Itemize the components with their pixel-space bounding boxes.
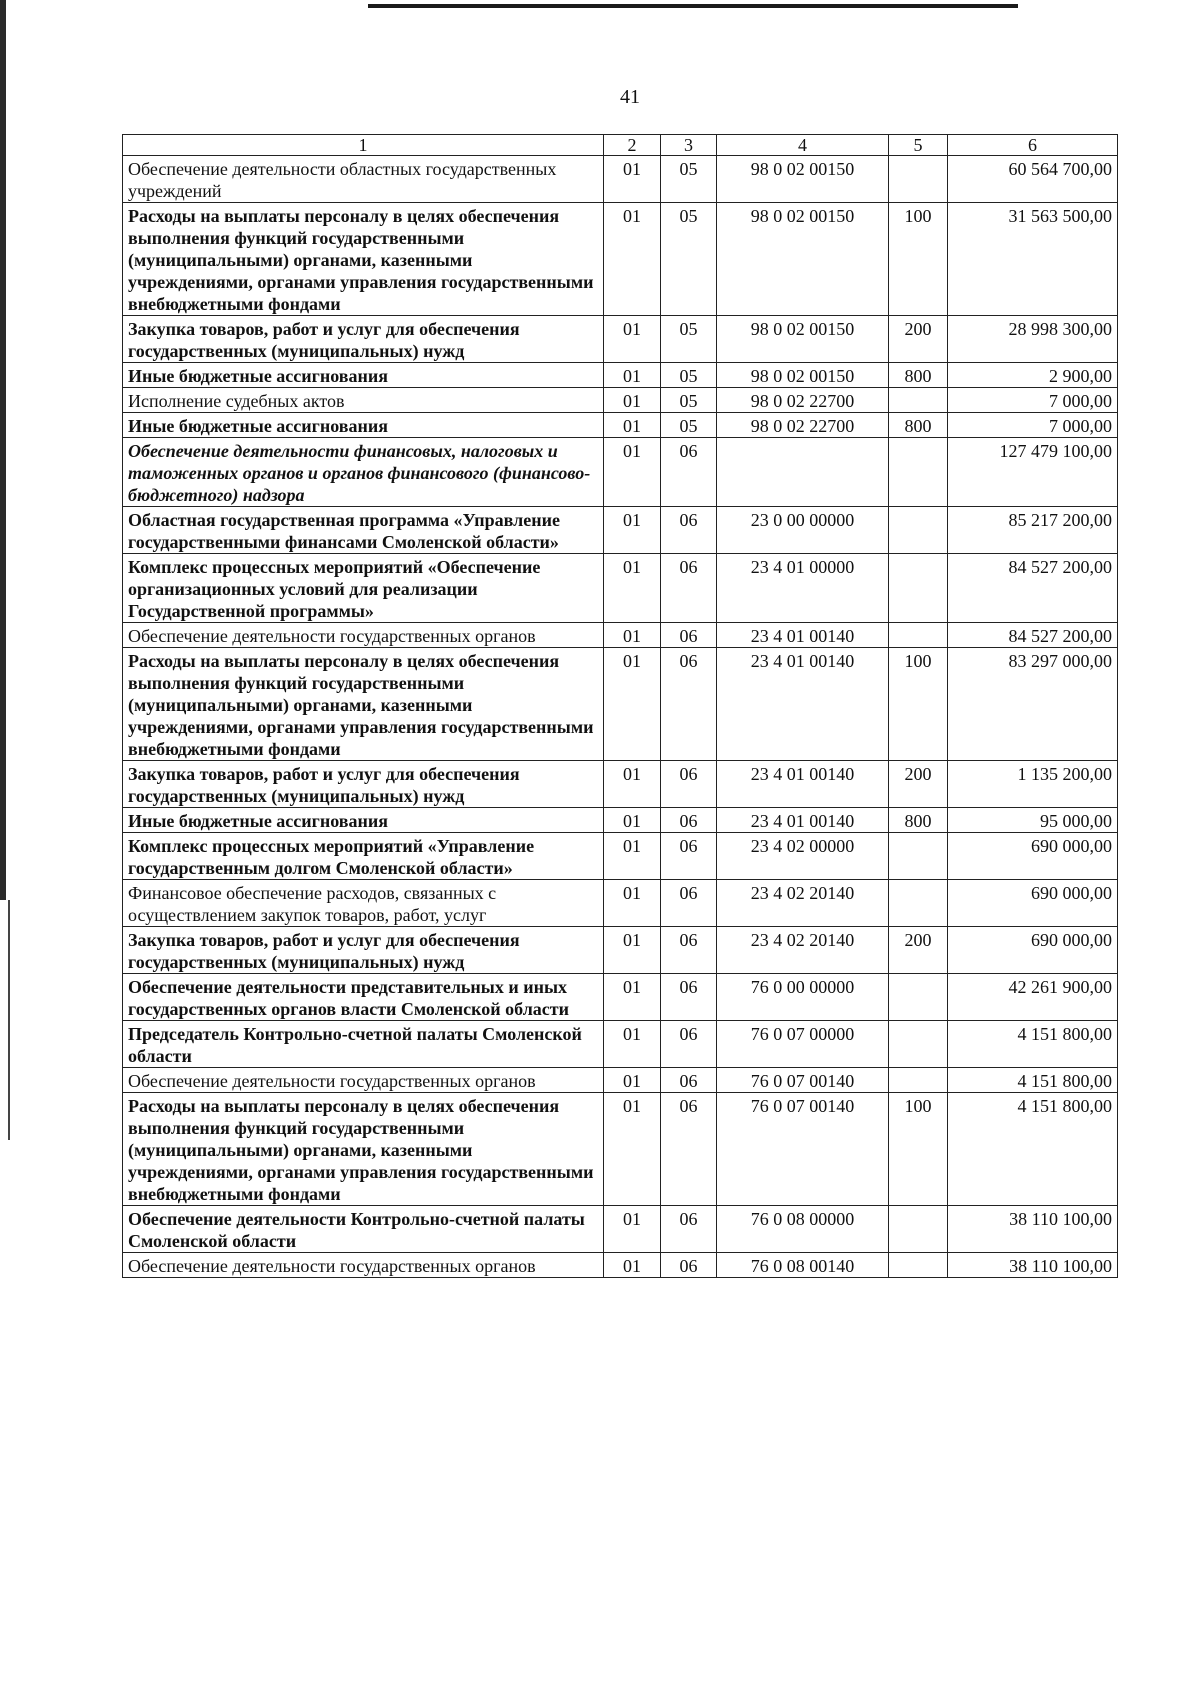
expense-type-cell: 100	[889, 1093, 948, 1206]
target-article-cell: 23 4 01 00000	[717, 554, 889, 623]
subsection-code-cell: 06	[661, 761, 717, 808]
row-name-cell: Расходы на выплаты персоналу в целях обеспечения выполнения функций государственными (муниципальными) органами, казенными учреждениями, органами управления государственными внебюджетными фондами	[123, 203, 604, 316]
target-article-cell: 23 0 00 00000	[717, 507, 889, 554]
row-name-cell: Иные бюджетные ассигнования	[123, 808, 604, 833]
target-article-cell: 23 4 02 20140	[717, 927, 889, 974]
target-article-cell: 76 0 00 00000	[717, 974, 889, 1021]
subsection-code-cell: 06	[661, 880, 717, 927]
column-header: 3	[661, 135, 717, 156]
section-code-cell: 01	[604, 1206, 661, 1253]
table-row	[123, 1093, 1118, 1206]
row-name-cell: Обеспечение деятельности государственных органов	[123, 623, 604, 648]
expense-type-cell	[889, 623, 948, 648]
target-article-cell: 23 4 01 00140	[717, 761, 889, 808]
subsection-code-cell: 05	[661, 363, 717, 388]
amount-cell: 1 135 200,00	[948, 761, 1118, 808]
table-body	[123, 156, 1118, 1278]
subsection-code-cell: 06	[661, 927, 717, 974]
table-row	[123, 156, 1118, 203]
table-row	[123, 648, 1118, 761]
subsection-code-cell: 06	[661, 554, 717, 623]
target-article-cell: 98 0 02 00150	[717, 156, 889, 203]
table-row	[123, 363, 1118, 388]
amount-cell: 4 151 800,00	[948, 1093, 1118, 1206]
target-article-cell: 76 0 08 00140	[717, 1253, 889, 1278]
subsection-code-cell: 06	[661, 507, 717, 554]
subsection-code-cell: 06	[661, 1021, 717, 1068]
table-row	[123, 203, 1118, 316]
subsection-code-cell: 05	[661, 413, 717, 438]
row-name-cell: Расходы на выплаты персоналу в целях обеспечения выполнения функций государственными (муниципальными) органами, казенными учреждениями, органами управления государственными внебюджетными фондами	[123, 648, 604, 761]
section-code-cell: 01	[604, 1068, 661, 1093]
amount-cell: 31 563 500,00	[948, 203, 1118, 316]
subsection-code-cell: 06	[661, 623, 717, 648]
section-code-cell: 01	[604, 363, 661, 388]
page-number: 41	[620, 86, 640, 108]
column-header: 2	[604, 135, 661, 156]
section-code-cell: 01	[604, 1093, 661, 1206]
table-row	[123, 833, 1118, 880]
table-row	[123, 413, 1118, 438]
amount-cell: 84 527 200,00	[948, 623, 1118, 648]
target-article-cell: 76 0 07 00140	[717, 1068, 889, 1093]
row-name-cell: Обеспечение деятельности финансовых, налоговых и таможенных органов и органов финансового (финансово-бюджетного) надзора	[123, 438, 604, 507]
subsection-code-cell: 06	[661, 833, 717, 880]
column-header: 6	[948, 135, 1118, 156]
expense-type-cell	[889, 833, 948, 880]
scan-edge-mark	[8, 900, 10, 1140]
table-row	[123, 388, 1118, 413]
target-article-cell: 98 0 02 00150	[717, 363, 889, 388]
table-row	[123, 1206, 1118, 1253]
row-name-cell: Закупка товаров, работ и услуг для обеспечения государственных (муниципальных) нужд	[123, 316, 604, 363]
table-row	[123, 1068, 1118, 1093]
section-code-cell: 01	[604, 761, 661, 808]
row-name-cell: Областная государственная программа «Управление государственными финансами Смоленской области»	[123, 507, 604, 554]
section-code-cell: 01	[604, 554, 661, 623]
target-article-cell	[717, 438, 889, 507]
amount-cell: 85 217 200,00	[948, 507, 1118, 554]
expense-type-cell	[889, 507, 948, 554]
section-code-cell: 01	[604, 388, 661, 413]
table-row	[123, 974, 1118, 1021]
amount-cell: 95 000,00	[948, 808, 1118, 833]
row-name-cell: Закупка товаров, работ и услуг для обеспечения государственных (муниципальных) нужд	[123, 761, 604, 808]
row-name-cell: Исполнение судебных актов	[123, 388, 604, 413]
amount-cell: 7 000,00	[948, 388, 1118, 413]
subsection-code-cell: 06	[661, 438, 717, 507]
expense-type-cell	[889, 156, 948, 203]
row-name-cell: Обеспечение деятельности представительных и иных государственных органов власти Смоленской области	[123, 974, 604, 1021]
table-row	[123, 438, 1118, 507]
amount-cell: 690 000,00	[948, 927, 1118, 974]
scan-top-rule	[368, 4, 1018, 8]
subsection-code-cell: 06	[661, 808, 717, 833]
section-code-cell: 01	[604, 413, 661, 438]
subsection-code-cell: 06	[661, 974, 717, 1021]
amount-cell: 2 900,00	[948, 363, 1118, 388]
expense-type-cell: 800	[889, 808, 948, 833]
section-code-cell: 01	[604, 974, 661, 1021]
row-name-cell: Обеспечение деятельности государственных органов	[123, 1068, 604, 1093]
row-name-cell: Финансовое обеспечение расходов, связанных с осуществлением закупок товаров, работ, услуг	[123, 880, 604, 927]
table-row	[123, 316, 1118, 363]
row-name-cell: Обеспечение деятельности государственных органов	[123, 1253, 604, 1278]
section-code-cell: 01	[604, 438, 661, 507]
expense-type-cell	[889, 1206, 948, 1253]
expense-type-cell: 800	[889, 363, 948, 388]
subsection-code-cell: 05	[661, 203, 717, 316]
section-code-cell: 01	[604, 316, 661, 363]
section-code-cell: 01	[604, 1021, 661, 1068]
amount-cell: 690 000,00	[948, 833, 1118, 880]
table-row	[123, 1253, 1118, 1278]
subsection-code-cell: 06	[661, 1068, 717, 1093]
table-row	[123, 554, 1118, 623]
amount-cell: 28 998 300,00	[948, 316, 1118, 363]
column-header: 4	[717, 135, 889, 156]
expense-type-cell	[889, 554, 948, 623]
subsection-code-cell: 05	[661, 156, 717, 203]
subsection-code-cell: 05	[661, 316, 717, 363]
target-article-cell: 23 4 01 00140	[717, 623, 889, 648]
amount-cell: 690 000,00	[948, 880, 1118, 927]
subsection-code-cell: 06	[661, 1093, 717, 1206]
target-article-cell: 23 4 02 20140	[717, 880, 889, 927]
section-code-cell: 01	[604, 623, 661, 648]
section-code-cell: 01	[604, 927, 661, 974]
target-article-cell: 76 0 08 00000	[717, 1206, 889, 1253]
row-name-cell: Комплекс процессных мероприятий «Обеспечение организационных условий для реализации Государственной программы»	[123, 554, 604, 623]
target-article-cell: 98 0 02 22700	[717, 413, 889, 438]
scan-edge-mark	[0, 0, 6, 900]
row-name-cell: Закупка товаров, работ и услуг для обеспечения государственных (муниципальных) нужд	[123, 927, 604, 974]
section-code-cell: 01	[604, 880, 661, 927]
amount-cell: 60 564 700,00	[948, 156, 1118, 203]
subsection-code-cell: 06	[661, 1253, 717, 1278]
expense-type-cell: 200	[889, 761, 948, 808]
section-code-cell: 01	[604, 808, 661, 833]
target-article-cell: 76 0 07 00000	[717, 1021, 889, 1068]
row-name-cell: Комплекс процессных мероприятий «Управление государственным долгом Смоленской области»	[123, 833, 604, 880]
row-name-cell: Обеспечение деятельности Контрольно-счетной палаты Смоленской области	[123, 1206, 604, 1253]
target-article-cell: 23 4 01 00140	[717, 648, 889, 761]
row-name-cell: Расходы на выплаты персоналу в целях обеспечения выполнения функций государственными (муниципальными) органами, казенными учреждениями, органами управления государственными внебюджетными фондами	[123, 1093, 604, 1206]
expense-type-cell: 100	[889, 648, 948, 761]
target-article-cell: 23 4 02 00000	[717, 833, 889, 880]
expense-type-cell: 200	[889, 927, 948, 974]
subsection-code-cell: 05	[661, 388, 717, 413]
amount-cell: 83 297 000,00	[948, 648, 1118, 761]
expense-type-cell	[889, 388, 948, 413]
expense-type-cell	[889, 1021, 948, 1068]
row-name-cell: Иные бюджетные ассигнования	[123, 413, 604, 438]
section-code-cell: 01	[604, 507, 661, 554]
subsection-code-cell: 06	[661, 1206, 717, 1253]
expense-type-cell	[889, 880, 948, 927]
amount-cell: 42 261 900,00	[948, 974, 1118, 1021]
expense-type-cell	[889, 1068, 948, 1093]
expense-type-cell	[889, 1253, 948, 1278]
expense-type-cell	[889, 974, 948, 1021]
target-article-cell: 98 0 02 00150	[717, 203, 889, 316]
expense-type-cell	[889, 438, 948, 507]
table-row	[123, 927, 1118, 974]
table-row	[123, 507, 1118, 554]
target-article-cell: 23 4 01 00140	[717, 808, 889, 833]
expense-type-cell: 800	[889, 413, 948, 438]
amount-cell: 127 479 100,00	[948, 438, 1118, 507]
budget-table	[122, 134, 1118, 1278]
table-row	[123, 761, 1118, 808]
subsection-code-cell: 06	[661, 648, 717, 761]
amount-cell: 4 151 800,00	[948, 1068, 1118, 1093]
table-row	[123, 623, 1118, 648]
table-row	[123, 1021, 1118, 1068]
row-name-cell: Обеспечение деятельности областных государственных учреждений	[123, 156, 604, 203]
section-code-cell: 01	[604, 1253, 661, 1278]
row-name-cell: Председатель Контрольно-счетной палаты Смоленской области	[123, 1021, 604, 1068]
table-row	[123, 880, 1118, 927]
amount-cell: 38 110 100,00	[948, 1206, 1118, 1253]
section-code-cell: 01	[604, 648, 661, 761]
expense-type-cell: 100	[889, 203, 948, 316]
row-name-cell: Иные бюджетные ассигнования	[123, 363, 604, 388]
header-row	[123, 135, 1118, 156]
target-article-cell: 98 0 02 22700	[717, 388, 889, 413]
target-article-cell: 76 0 07 00140	[717, 1093, 889, 1206]
expense-type-cell: 200	[889, 316, 948, 363]
section-code-cell: 01	[604, 203, 661, 316]
target-article-cell: 98 0 02 00150	[717, 316, 889, 363]
amount-cell: 4 151 800,00	[948, 1021, 1118, 1068]
table-row	[123, 808, 1118, 833]
section-code-cell: 01	[604, 156, 661, 203]
amount-cell: 7 000,00	[948, 413, 1118, 438]
column-header: 5	[889, 135, 948, 156]
amount-cell: 84 527 200,00	[948, 554, 1118, 623]
amount-cell: 38 110 100,00	[948, 1253, 1118, 1278]
section-code-cell: 01	[604, 833, 661, 880]
column-header: 1	[123, 135, 604, 156]
